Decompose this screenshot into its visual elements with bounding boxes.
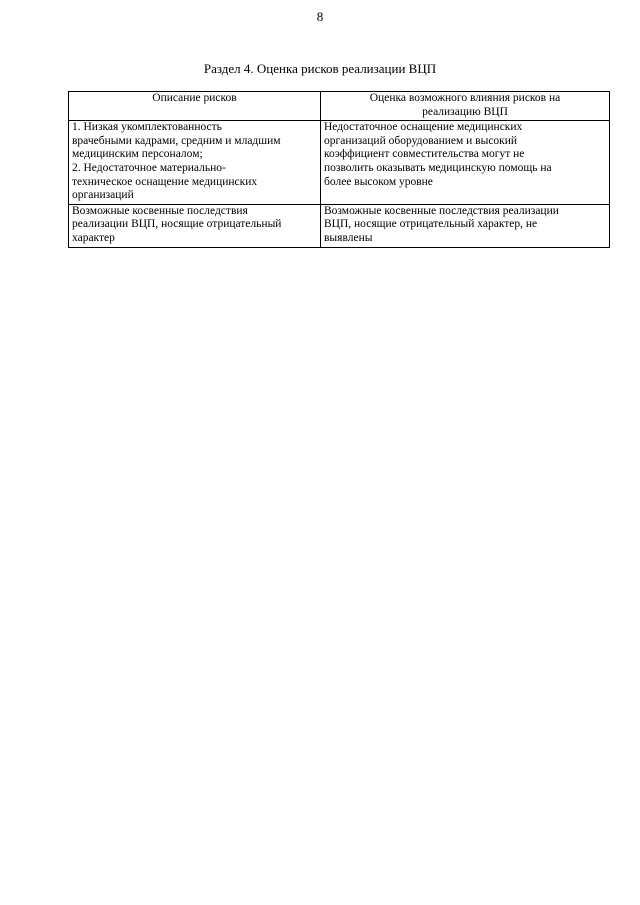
header-line: Описание рисков — [152, 92, 237, 104]
cell-line: коэффициент совместительства могут не — [324, 148, 525, 161]
header-line: реализацию ВЦП — [422, 105, 508, 118]
cell-line: позволить оказывать медицинскую помощь на — [324, 161, 552, 174]
cell-line: реализации ВЦП, носящие отрицательный — [72, 218, 282, 231]
section-title: Раздел 4. Оценка рисков реализации ВЦП — [203, 61, 437, 76]
table-header-row — [69, 92, 610, 121]
header-risk-description — [69, 92, 321, 121]
cell-line: 1. Низкая укомплектованность — [72, 121, 222, 134]
risk-description-cell — [69, 121, 321, 205]
risk-impact-cell — [321, 204, 610, 247]
cell-line: Недостаточное оснащение медицинских — [324, 121, 523, 134]
cell-line: организаций — [72, 189, 134, 202]
header-risk-impact — [321, 92, 610, 121]
risk-description-cell — [69, 204, 321, 247]
cell-line: техническое оснащение медицинских — [72, 175, 258, 188]
cell-line: ВЦП, носящие отрицательный характер, не — [324, 218, 538, 231]
cell-line: врачебными кадрами, средним и младшим — [72, 134, 281, 147]
cell-line: 2. Недостаточное материально- — [72, 161, 226, 174]
cell-line: более высоком уровне — [324, 175, 433, 188]
cell-line: характер — [72, 231, 115, 244]
page-number: 8 — [316, 9, 324, 24]
cell-line: организаций оборудованием и высокий — [324, 134, 518, 147]
risk-assessment-table — [68, 91, 610, 248]
table-row — [69, 204, 610, 247]
risk-impact-cell — [321, 121, 610, 205]
cell-line: выявлены — [324, 231, 373, 244]
cell-line: медицинским персоналом; — [72, 148, 203, 161]
cell-line: Возможные косвенные последствия реализации — [324, 204, 559, 217]
cell-line: Возможные косвенные последствия — [72, 204, 248, 217]
table-row — [69, 121, 610, 205]
header-line: Оценка возможного влияния рисков на — [369, 92, 561, 104]
